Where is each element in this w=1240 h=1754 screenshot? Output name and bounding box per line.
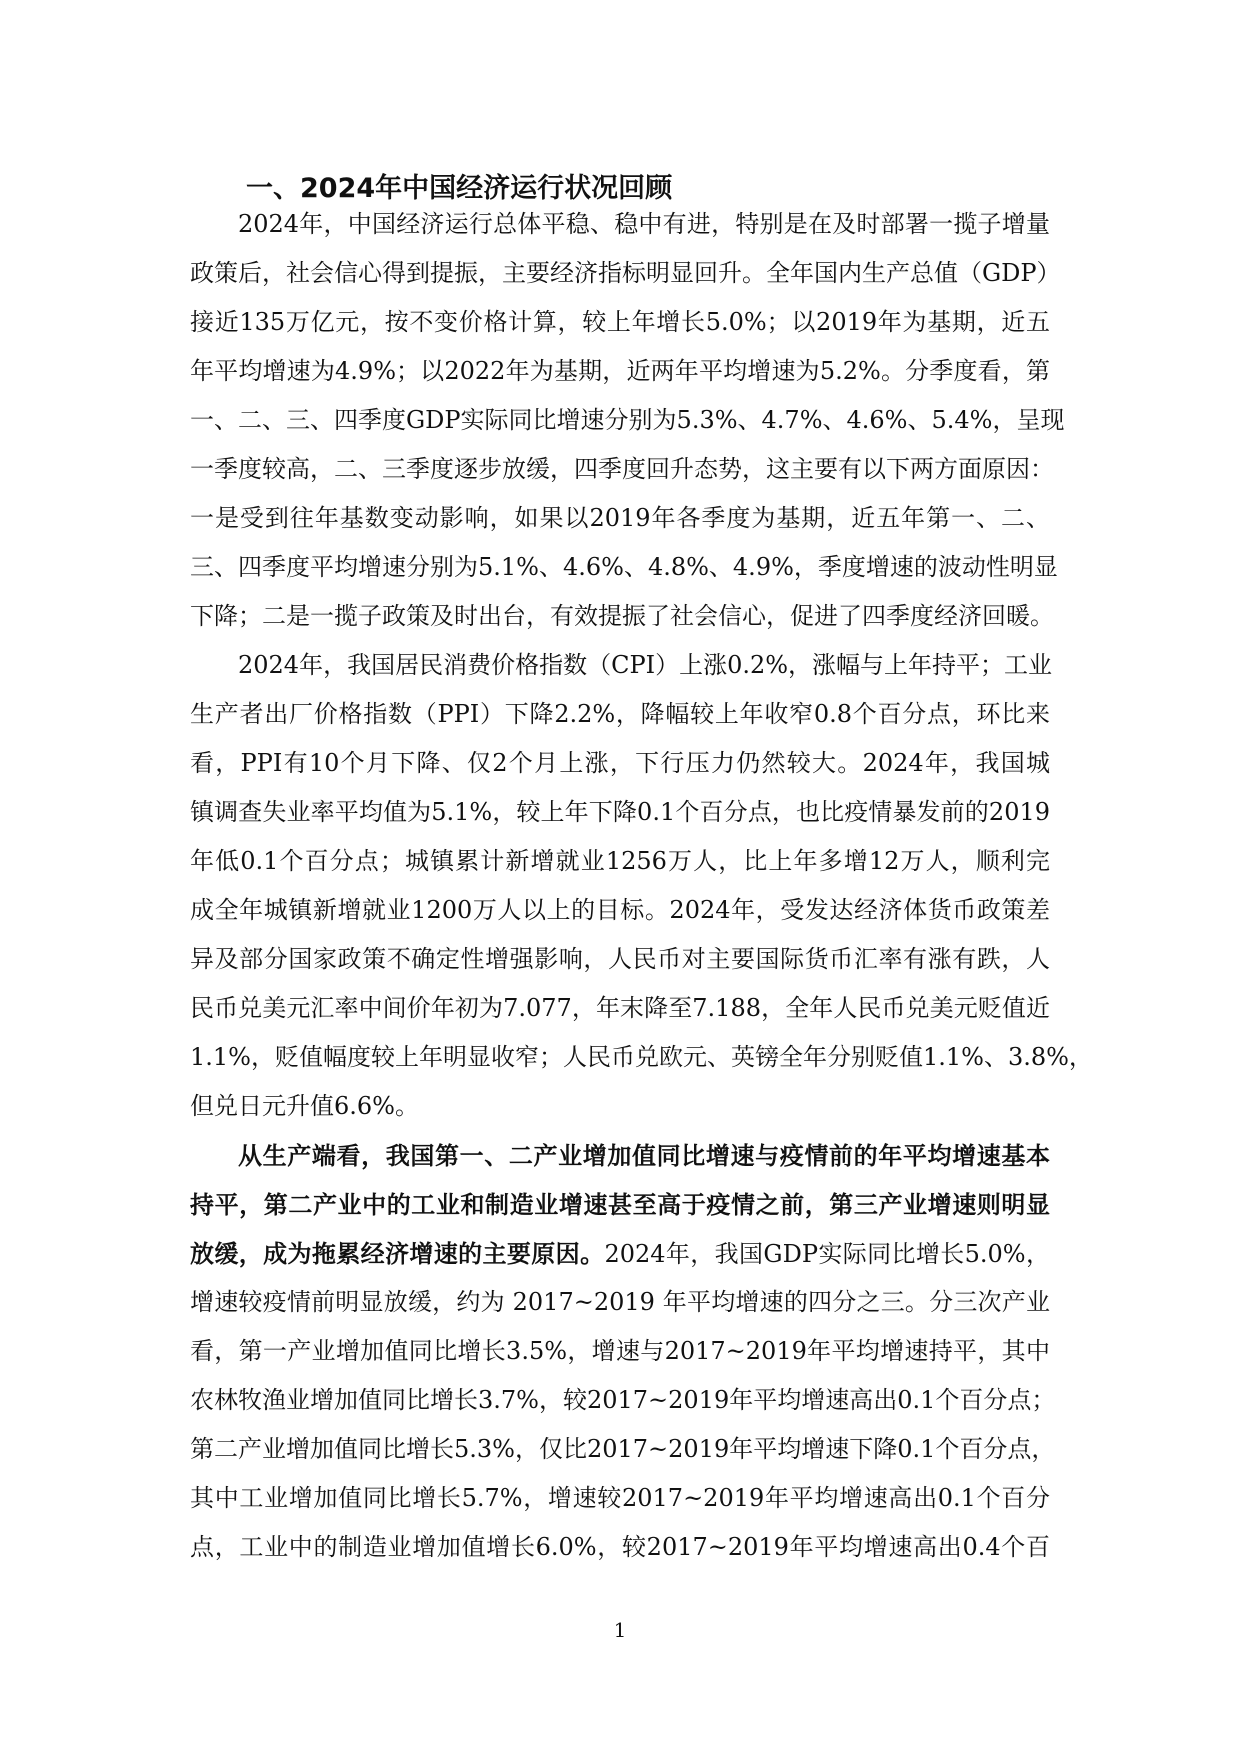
- paragraph-1-line-6: 一季度较高，二、三季度逐步放缓，四季度回升态势，这主要有以下两方面原因：: [190, 455, 1054, 483]
- paragraph-1-line-3: 接近135万亿元，按不变价格计算，较上年增长5.0%；以2019年为基期，近五: [190, 308, 1050, 336]
- paragraph-3-line-6: 农林牧渔业增加值同比增长3.7%，较2017~2019年平均增速高出0.1个百分点；: [190, 1386, 1056, 1414]
- paragraph-2-line-3: 看，PPI有10个月下降、仅2个月上涨，下行压力仍然较大。2024年，我国城: [190, 749, 1050, 777]
- bold-text: 从生产端看，我国第一、二产业增加值同比增速与疫情前的年平均增速基本: [238, 1141, 1050, 1170]
- bold-text: 放缓，成为拖累经济增速的主要原因。: [190, 1239, 605, 1268]
- paragraph-3-line-7: 第二产业增加值同比增长5.3%，仅比2017~2019年平均增速下降0.1个百分点，: [190, 1435, 1056, 1463]
- section-heading: 一、2024年中国经济运行状况回顾: [246, 173, 673, 204]
- paragraph-1-line-2: 政策后，社会信心得到提振，主要经济指标明显回升。全年国内生产总值（GDP）: [190, 259, 1061, 287]
- paragraph-2-line-10: 但兑日元升值6.6%。: [190, 1092, 419, 1120]
- paragraph-2-line-9: 1.1%，贬值幅度较上年明显收窄；人民币兑欧元、英镑全年分别贬值1.1%、3.8%，: [190, 1043, 1093, 1071]
- paragraph-2-line-6: 成全年城镇新增就业1200万人以上的目标。2024年，受发达经济体货币政策差: [190, 896, 1050, 924]
- paragraph-3-line-5: 看，第一产业增加值同比增长3.5%，增速与2017~2019年平均增速持平，其中: [190, 1337, 1050, 1365]
- bold-text: 持平，第二产业中的工业和制造业增速甚至高于疫情之前，第三产业增速则明显: [190, 1190, 1050, 1219]
- paragraph-2-line-8: 民币兑美元汇率中间价年初为7.077，年末降至7.188，全年人民币兑美元贬值近: [190, 994, 1050, 1022]
- paragraph-1-line-7: 一是受到往年基数变动影响，如果以2019年各季度为基期，近五年第一、二、: [190, 504, 1050, 532]
- paragraph-3-line-2: [190, 1180, 1050, 1229]
- paragraph-1-line-8: 三、四季度平均增速分别为5.1%、4.6%、4.8%、4.9%，季度增速的波动性明显: [190, 553, 1058, 581]
- paragraph-2-line-1: 2024年，我国居民消费价格指数（CPI）上涨0.2%，涨幅与上年持平；工业: [238, 651, 1053, 679]
- page-number: 1: [613, 1618, 627, 1642]
- paragraph-1-line-9: 下降；二是一揽子政策及时出台，有效提振了社会信心，促进了四季度经济回暖。: [190, 602, 1054, 630]
- paragraph-3-line-8: 其中工业增加值同比增长5.7%，增速较2017~2019年平均增速高出0.1个百分: [190, 1484, 1050, 1512]
- paragraph-2-line-4: 镇调查失业率平均值为5.1%，较上年下降0.1个百分点，也比疫情暴发前的2019: [190, 798, 1050, 826]
- paragraph-3-line-9: 点，工业中的制造业增加值增长6.0%，较2017~2019年平均增速高出0.4个百: [190, 1533, 1050, 1561]
- paragraph-3-line-3: [190, 1229, 1050, 1278]
- paragraph-3-line-1: [238, 1131, 1050, 1180]
- paragraph-2-line-2: 生产者出厂价格指数（PPI）下降2.2%，降幅较上年收窄0.8个百分点，环比来: [190, 700, 1050, 728]
- paragraph-1-line-5: 一、二、三、四季度GDP实际同比增速分别为5.3%、4.7%、4.6%、5.4%，呈现: [190, 406, 1065, 434]
- paragraph-1-line-1: 2024年，中国经济运行总体平稳、稳中有进，特别是在及时部署一揽子增量: [238, 210, 1050, 238]
- paragraph-2-line-5: 年低0.1个百分点；城镇累计新增就业1256万人，比上年多增12万人，顺利完: [190, 847, 1050, 875]
- paragraph-3-line-4: 增速较疫情前明显放缓，约为 2017~2019 年平均增速的四分之三。分三次产业: [190, 1288, 1050, 1316]
- paragraph-1-line-4: 年平均增速为4.9%；以2022年为基期，近两年平均增速为5.2%。分季度看，第: [190, 357, 1050, 385]
- regular-text: 2024年，我国GDP实际同比增长5.0%，: [604, 1240, 1050, 1268]
- paragraph-2-line-7: 异及部分国家政策不确定性增强影响，人民币对主要国际货币汇率有涨有跌，人: [190, 945, 1050, 973]
